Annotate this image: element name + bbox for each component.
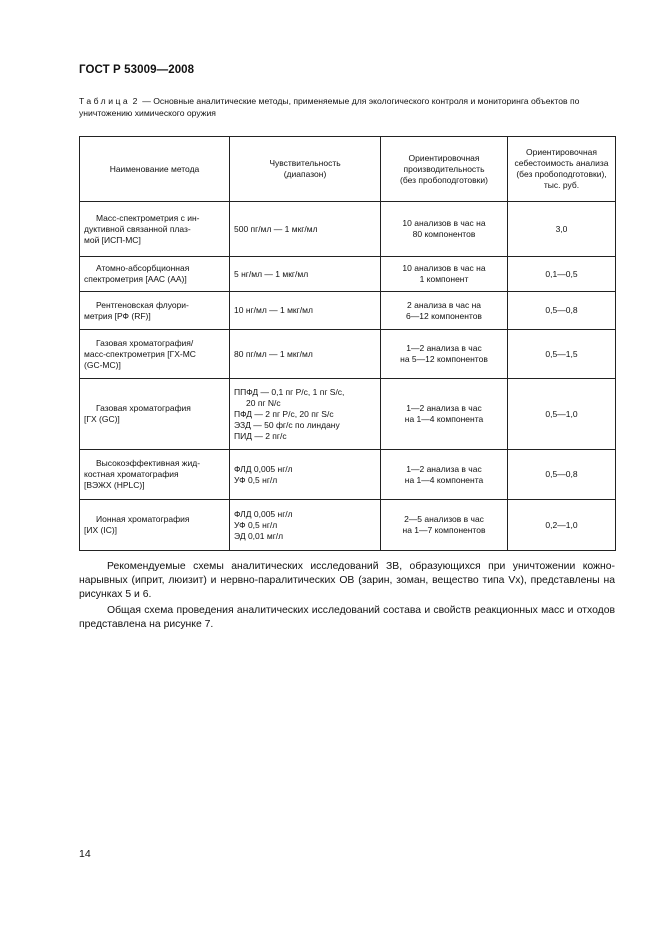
- productivity-cell: [381, 330, 508, 379]
- header-line: (без пробоподготовки),: [516, 169, 607, 179]
- table-row: [80, 500, 616, 551]
- sensitivity-cell: [230, 202, 381, 257]
- cell-line: ФЛД 0,005 нг/л: [234, 508, 293, 519]
- paragraph-general-scheme: [79, 604, 615, 632]
- cell-line: УФ 0,5 нг/л: [234, 519, 278, 530]
- sensitivity-cell: [230, 450, 381, 500]
- cell-line: на 1—4 компонента: [404, 474, 484, 485]
- header-line: Ориентировочная: [525, 147, 598, 157]
- column-header-sensitivity: [230, 137, 381, 202]
- cell-line: [84, 213, 225, 224]
- cell-line: 1 компонент: [419, 274, 469, 284]
- page-number: 14: [79, 848, 91, 860]
- sensitivity-cell: [230, 330, 381, 379]
- cell-line: 5 нг/мл — 1 мкг/мл: [234, 268, 309, 279]
- cell-line: масс-спектрометрия [ГХ-МС: [84, 348, 196, 359]
- cost-cell: 0,5—1,5: [508, 330, 616, 379]
- cell-line: УФ 0,5 нг/л: [234, 474, 278, 485]
- header-line: (без пробоподготовки): [400, 174, 488, 185]
- cell-line: 1—2 анализа в час: [406, 403, 482, 413]
- cell-line: 10 нг/мл — 1 мкг/мл: [234, 305, 313, 315]
- cell-line: ФЛД 0,005 нг/л: [234, 463, 293, 474]
- paragraph-text: Общая схема проведения аналитических исследований состава и свойств реакционных масс и отходов представлена на рисунке 7.: [79, 605, 615, 630]
- method-name-cell: [80, 292, 230, 330]
- cell-line: [ГХ (GC)]: [84, 414, 120, 424]
- cell-line: [84, 338, 225, 349]
- cell-line: 20 пг N/c: [246, 397, 281, 408]
- column-header-method: [80, 137, 230, 202]
- column-header-cost: [508, 137, 616, 202]
- cell-line: костная хроматография: [84, 469, 179, 479]
- header-line: производительность: [403, 163, 485, 174]
- productivity-cell: [381, 292, 508, 330]
- cell-line: [84, 458, 225, 469]
- productivity-cell: [381, 202, 508, 257]
- cell-line: [84, 263, 225, 274]
- method-name-cell: [80, 257, 230, 292]
- table-row: [80, 450, 616, 500]
- table-caption-text: — Основные аналитические методы, применяемые для экологического контроля и мониторинга объектов по уничтожению химического оружия: [79, 96, 580, 118]
- table-row: [80, 292, 616, 330]
- cell-line: [84, 300, 225, 311]
- cell-line: спектрометрия [ААС (АА)]: [84, 274, 187, 284]
- cell-line: [ВЭЖХ (HPLC)]: [84, 480, 145, 490]
- cell-line: [ИХ (IC)]: [84, 525, 118, 535]
- analytical-methods-table: [79, 136, 616, 551]
- cell-line: ЭЗД — 50 фг/с по линдану: [234, 419, 340, 430]
- cell-line: [84, 514, 225, 525]
- header-line: тыс. руб.: [543, 180, 580, 190]
- cell-text: Рентгеновская флуори-: [96, 299, 189, 310]
- cell-line: 2—5 анализов в час: [404, 514, 484, 524]
- table-row: [80, 202, 616, 257]
- cell-line: ЭД 0,01 мг/л: [234, 530, 284, 541]
- method-name-cell: [80, 450, 230, 500]
- method-name-cell: [80, 500, 230, 551]
- cell-text: Ионная хроматография: [96, 514, 190, 524]
- table-caption-label: Таблица: [79, 96, 131, 106]
- cell-line: 10 анализов в час на: [402, 263, 486, 273]
- cell-line: 80 пг/мл — 1 мкг/мл: [234, 348, 313, 359]
- table-row: [80, 330, 616, 379]
- table-row: [80, 379, 616, 450]
- productivity-cell: [381, 450, 508, 500]
- header-line: Ориентировочная: [408, 152, 480, 163]
- table-header-row: [80, 137, 616, 202]
- method-name-cell: [80, 202, 230, 257]
- cell-line: 1—2 анализа в час: [406, 343, 482, 353]
- cell-line: мой [ИСП-МС]: [84, 234, 141, 245]
- cell-line: (GC-MC)]: [84, 359, 121, 370]
- sensitivity-cell: [230, 379, 381, 450]
- header-line: Наименование метода: [109, 163, 200, 174]
- cell-line: ПИД — 2 пг/с: [234, 430, 287, 441]
- sensitivity-cell: [230, 500, 381, 551]
- cost-cell: 0,5—0,8: [508, 292, 616, 330]
- cost-cell: 0,5—0,8: [508, 450, 616, 500]
- cell-line: дуктивной связанной плаз-: [84, 223, 191, 234]
- header-line: Чувствительность: [269, 158, 341, 168]
- cell-line: на 1—4 компонента: [404, 414, 484, 424]
- cell-line: на 1—7 компонентов: [402, 525, 486, 535]
- cost-cell: 0,5—1,0: [508, 379, 616, 450]
- table-caption-number: 2: [132, 96, 140, 106]
- cell-text: Газовая хроматография/: [96, 337, 194, 348]
- cell-line: метрия [РФ (RF)]: [84, 310, 151, 321]
- paragraph-text: Рекомендуемые схемы аналитических исследований ЗВ, образующихся при уничтожении кожно-нарывных (иприт, люизит) и нервно-паралитических ОВ (зарин, зоман, вещество типа Vx), представлены на рисунках 5 и 6.: [79, 561, 615, 600]
- cell-line: на 5—12 компонентов: [400, 354, 488, 364]
- cell-line: 500 пг/мл — 1 мкг/мл: [234, 223, 318, 234]
- productivity-cell: [381, 379, 508, 450]
- productivity-cell: [381, 500, 508, 551]
- cell-line: 10 анализов в час на: [402, 218, 486, 228]
- method-name-cell: [80, 379, 230, 450]
- cell-text: Высокоэффективная жид-: [96, 458, 201, 468]
- table-caption: [79, 95, 615, 119]
- table-row: [80, 257, 616, 292]
- sensitivity-cell: [230, 292, 381, 330]
- cell-line: 1—2 анализа в час: [406, 463, 482, 474]
- cost-cell: 0,1—0,5: [508, 257, 616, 292]
- cell-line: 6—12 компонентов: [406, 310, 482, 321]
- method-name-cell: [80, 330, 230, 379]
- paragraph-recommended-schemes: [79, 560, 615, 602]
- cell-text: Масс-спектрометрия с ин-: [96, 212, 200, 223]
- cell-line: 80 компонентов: [412, 229, 476, 239]
- cell-line: ППФД — 0,1 пг P/c, 1 пг S/c,: [234, 386, 345, 397]
- cell-line: [84, 403, 225, 414]
- cell-text: Газовая хроматография: [96, 403, 191, 413]
- sensitivity-cell: [230, 257, 381, 292]
- cost-cell: 3,0: [508, 202, 616, 257]
- header-line: (диапазон): [283, 169, 327, 179]
- cost-cell: 0,2—1,0: [508, 500, 616, 551]
- productivity-cell: [381, 257, 508, 292]
- document-standard-header: ГОСТ Р 53009—2008: [79, 64, 195, 76]
- header-line: себестоимость анализа: [514, 158, 609, 168]
- cell-line: ПФД — 2 пг P/c, 20 пг S/c: [234, 408, 334, 419]
- column-header-productivity: [381, 137, 508, 202]
- cell-line: 2 анализа в час на: [407, 299, 481, 310]
- cell-text: Атомно-абсорбционная: [96, 263, 190, 273]
